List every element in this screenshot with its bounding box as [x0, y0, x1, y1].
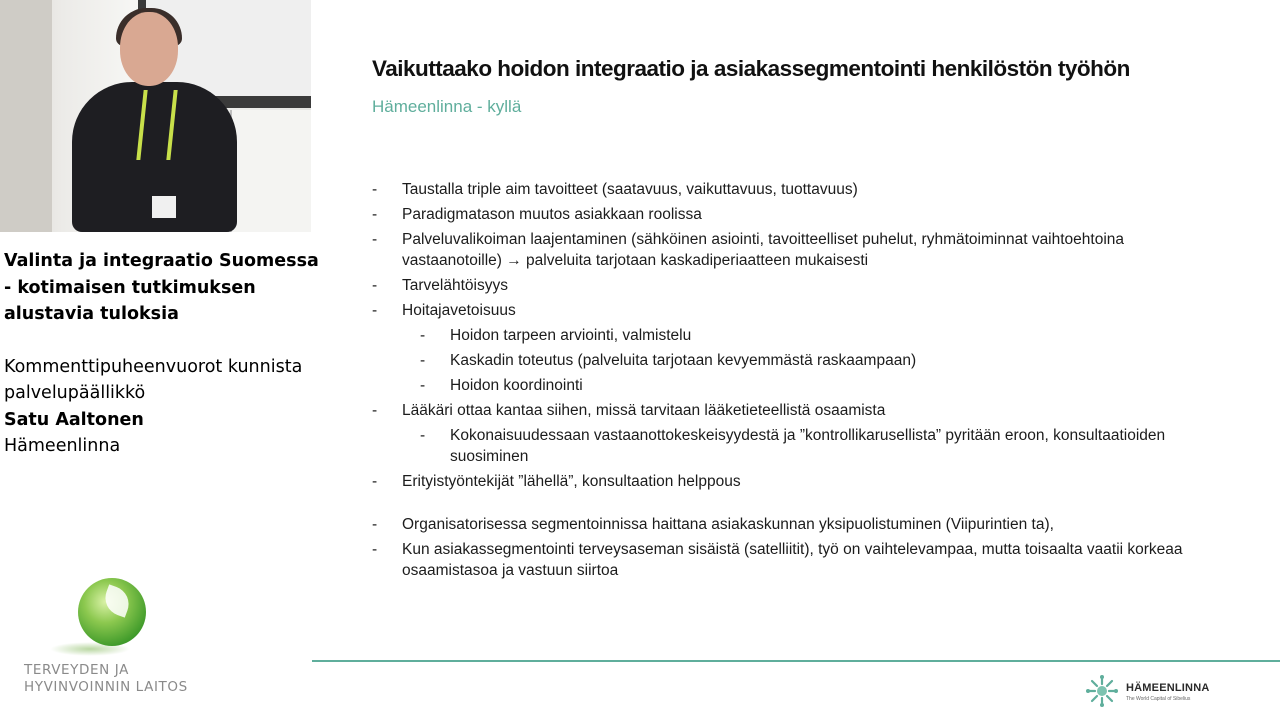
hameenlinna-logo-name: HÄMEENLINNA	[1126, 682, 1210, 694]
talk-title-line-2: - kotimaisen tutkimuksen	[4, 277, 256, 298]
bullet-list	[370, 179, 1190, 585]
slide	[312, 0, 1280, 720]
slide-subtitle: Hämeenlinna - kyllä	[372, 97, 522, 116]
video-background-board	[230, 110, 311, 232]
bullet-item	[370, 204, 1190, 225]
hameenlinna-logo	[1084, 673, 1234, 711]
bullet-text: Tarvelähtöisyys	[402, 277, 508, 294]
speaker-role: palvelupäällikkö	[4, 383, 146, 403]
bullet-dash: -	[372, 516, 378, 533]
sub-bullet-item	[370, 350, 1190, 371]
bullet-dash: -	[420, 352, 426, 369]
slide-footer-divider	[312, 660, 1280, 662]
slide-title: Vaikuttaako hoidon integraatio ja asiakassegmentointi henkilöstön työhön	[372, 56, 1130, 81]
bullet-dash: -	[420, 377, 426, 394]
bullet-text: Taustalla triple aim tavoitteet (saatavuus, vaikuttavuus, tuottavuus)	[402, 181, 858, 198]
bullet-text: Erityistyöntekijät ”lähellä”, konsultaation helppous	[402, 473, 741, 490]
talk-title-line-3: alustavia tuloksia	[4, 304, 179, 324]
bullet-item	[370, 229, 1190, 271]
bullet-text: Hoidon tarpeen arviointi, valmistelu	[450, 327, 692, 344]
bullet-item	[370, 400, 1190, 421]
bullet-item	[370, 300, 1190, 321]
hameenlinna-logo-tagline: The World Capital of Sibelius	[1126, 696, 1191, 702]
sub-bullet-item	[370, 325, 1190, 346]
bullet-dash: -	[372, 206, 378, 223]
speaker-badge	[152, 196, 176, 218]
bullet-text: Paradigmatason muutos asiakkaan roolissa	[402, 206, 702, 223]
bullet-dash: -	[372, 402, 378, 419]
talk-info-spacer	[4, 328, 309, 354]
bullet-dash: -	[372, 231, 378, 248]
bullet-dash: -	[372, 302, 378, 319]
bullet-dash: -	[372, 541, 378, 558]
bullet-item	[370, 179, 1190, 200]
session-label: Kommenttipuheenvuorot kunnista	[4, 356, 303, 377]
bullet-item	[370, 514, 1190, 535]
speaker-city: Hämeenlinna	[4, 436, 121, 456]
thl-logo-line-1: TERVEYDEN JA	[24, 662, 129, 678]
speaker-head	[120, 12, 178, 86]
bullet-dash: -	[372, 277, 378, 294]
thl-logo-text	[24, 662, 188, 696]
video-background-wall	[0, 0, 52, 232]
thl-logo	[20, 570, 220, 700]
bullet-text: Hoitajavetoisuus	[402, 302, 516, 319]
bullet-item	[370, 471, 1190, 492]
bullet-dash: -	[372, 181, 378, 198]
sub-bullet-item	[370, 425, 1190, 467]
speaker-name: Satu Aaltonen	[4, 409, 144, 430]
thl-logo-line-2: HYVINVOINNIN LAITOS	[24, 679, 188, 695]
bullet-item	[370, 539, 1190, 581]
bullet-dash: -	[372, 473, 378, 490]
talk-info	[4, 248, 319, 460]
bullet-text: Hoidon koordinointi	[450, 377, 583, 394]
bullet-text: Kaskadin toteutus (palveluita tarjotaan kevyemmästä raskaampaan)	[450, 352, 917, 369]
speaker-video	[0, 0, 311, 232]
bullet-dash: -	[420, 327, 426, 344]
sub-bullet-item	[370, 375, 1190, 396]
hameenlinna-emblem-icon	[1084, 673, 1120, 709]
bullet-dash: -	[420, 427, 426, 444]
bullet-text: Kokonaisuudessaan vastaanottokeskeisyydestä ja ”kontrollikarusellista” pyritään eroon, konsultaatioiden suosiminen	[450, 427, 1166, 465]
bullet-item	[370, 275, 1190, 296]
talk-title-line-1: Valinta ja integraatio Suomessa	[4, 251, 319, 271]
bullet-text: Kun asiakassegmentointi terveysaseman sisäistä (satelliitit), työ on vaihtelevampaa, mutta toisaalta vaatii korkeaa osaamistasoa ja vastuun siirtoa	[402, 541, 1183, 579]
bullet-text: Palveluvalikoiman laajentaminen (sähköinen asiointi, tavoitteelliset puhelut, ryhmätoiminnat vaihtoehtoina vastaanotoille) → palveluita tarjotaan kaskadiperiaatteen mukaisesti	[402, 231, 1125, 269]
bullet-text: Lääkäri ottaa kantaa siihen, missä tarvitaan lääketieteellistä osaamista	[402, 402, 886, 419]
bullet-text: Organisatorisessa segmentoinnissa haittana asiakaskunnan yksipuolistuminen (Viipurintien ta),	[402, 516, 1054, 533]
